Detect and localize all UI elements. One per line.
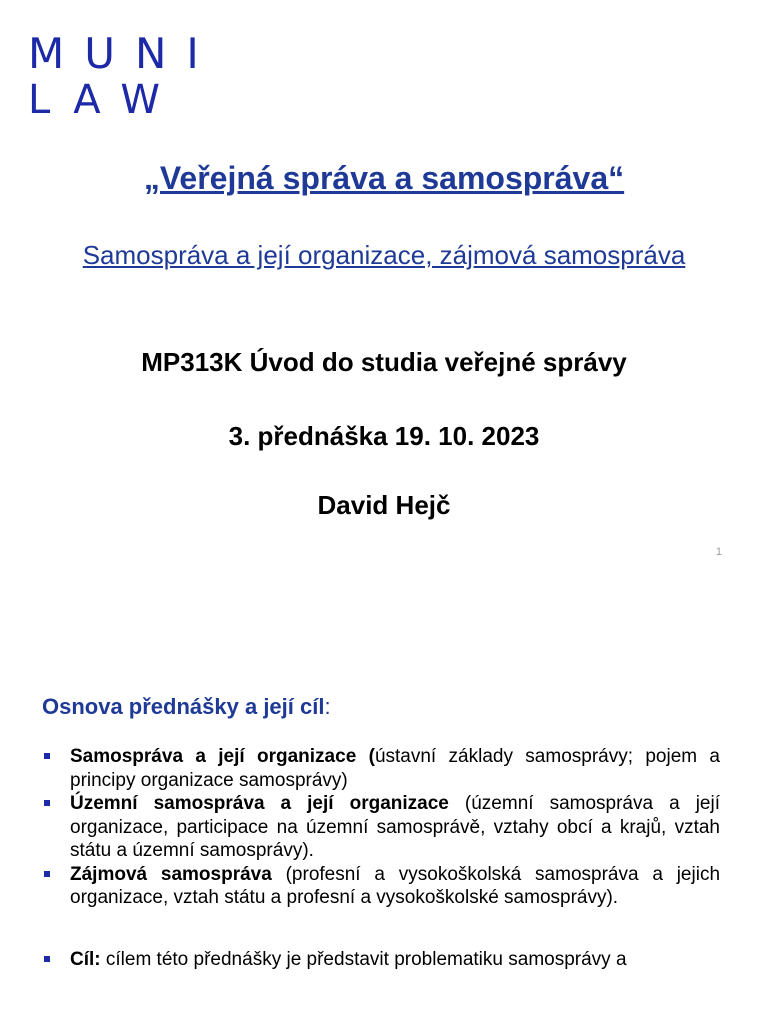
- list-item-bold: Územní samospráva a její organizace: [70, 793, 449, 814]
- list-item-text: (profesní a vysokoškolská samospráva a jejich organizace, vztah státu a profesní a vysokoškolské samosprávy).: [70, 863, 721, 908]
- page-number: 1: [715, 546, 722, 558]
- outline-heading-text: Osnova přednášky a její cíl: [42, 694, 325, 719]
- list-item-text: (územní samospráva a její organizace, participace na územní samosprávě, vztahy obcí a krajů, vztah státu a územní samosprávy).: [70, 793, 720, 861]
- author-name: David Hejč: [317, 490, 451, 520]
- list-item-bold: Zájmová samospráva: [70, 863, 272, 885]
- logo-line-muni: MUNI: [28, 29, 219, 78]
- outline-list: [44, 745, 720, 971]
- list-item: [44, 792, 720, 863]
- list-item: [44, 863, 720, 910]
- lecture-date: 3. přednáška 19. 10. 2023: [228, 421, 540, 451]
- course-name: MP313K Úvod do studia veřejné správy: [141, 347, 627, 377]
- list-item-bold: Samospráva a její organizace (: [70, 746, 375, 767]
- bullet-square-icon: [44, 956, 50, 962]
- presentation-title: „Veřejná správa a samospráva“: [143, 160, 625, 196]
- bullet-square-icon: [44, 871, 50, 877]
- list-item-text: cílem této přednášky je představit problematiku samosprávy a: [100, 948, 627, 970]
- presentation-subtitle: Samospráva a její organizace, zájmová samospráva: [82, 240, 686, 270]
- list-item-text: ústavní základy samosprávy; pojem a principy organizace samosprávy): [70, 746, 720, 791]
- bullet-square-icon: [44, 753, 50, 759]
- list-item: [44, 948, 720, 972]
- outline-heading-colon: :: [324, 694, 331, 719]
- outline-slide: [0, 580, 768, 1024]
- outline-heading: [42, 694, 331, 720]
- muni-law-logo: [28, 29, 219, 123]
- list-item: [44, 745, 720, 792]
- list-item-bold: Cíl:: [70, 948, 101, 970]
- bullet-square-icon: [44, 800, 50, 806]
- logo-line-law: LAW: [28, 77, 182, 123]
